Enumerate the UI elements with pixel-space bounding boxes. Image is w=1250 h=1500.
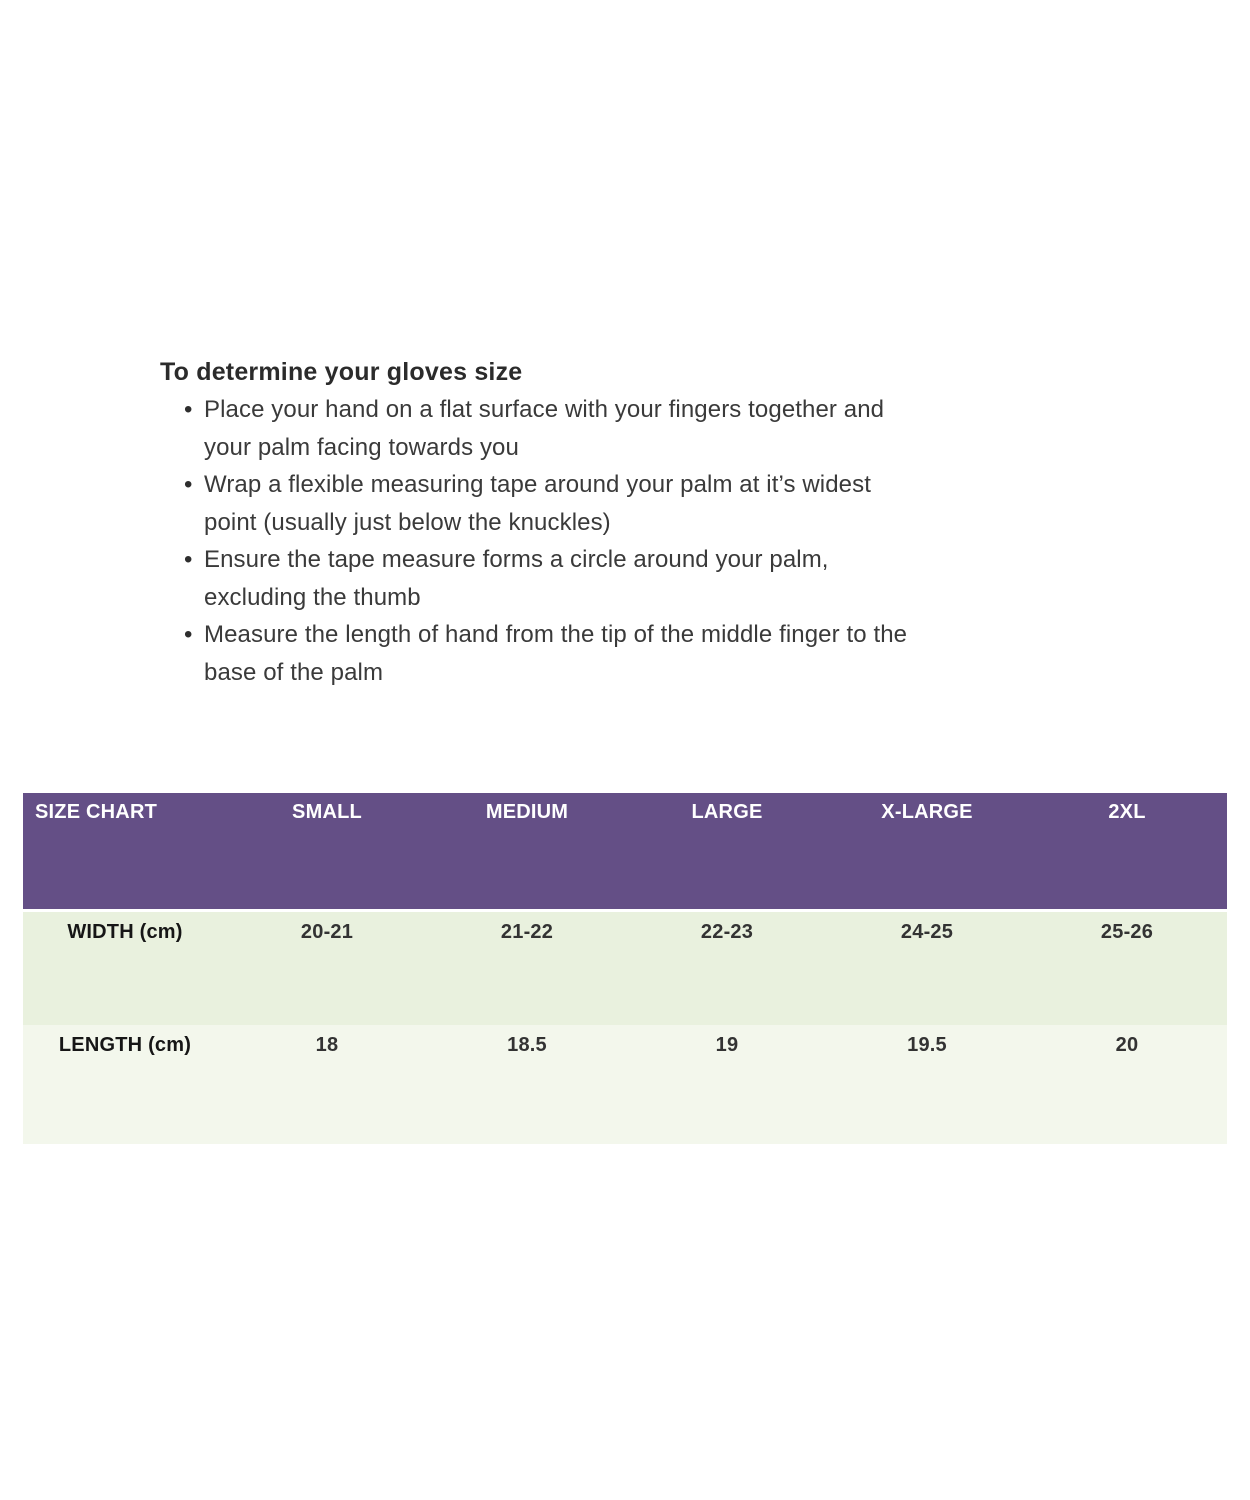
- instruction-item: [160, 466, 1080, 541]
- instruction-item: [160, 391, 1080, 466]
- sizing-instructions: [160, 353, 1080, 691]
- row-label-width: WIDTH (cm): [67, 921, 183, 943]
- header-cell-large: LARGE: [691, 801, 763, 823]
- header-cell-x-large: X-LARGE: [881, 801, 973, 823]
- row-label-length: LENGTH (cm): [58, 1034, 192, 1056]
- width-value-large: 22-23: [700, 921, 754, 943]
- length-value-2xl: 20: [1115, 1034, 1139, 1056]
- table-row-width: [23, 912, 1227, 1025]
- header-cell-2xl: 2XL: [1108, 801, 1146, 823]
- instruction-line: Place your hand on a flat surface with your fingers together and: [204, 396, 885, 423]
- width-value-2xl: 25-26: [1100, 921, 1154, 943]
- bullet-icon: •: [184, 546, 193, 573]
- instruction-line: base of the palm: [204, 658, 384, 686]
- instructions-title: To determine your gloves size: [160, 358, 523, 386]
- instruction-item: [160, 541, 1080, 616]
- header-cell-small: SMALL: [292, 801, 362, 823]
- bullet-icon: •: [184, 471, 193, 498]
- length-value-x-large: 19.5: [907, 1034, 947, 1056]
- bullet-icon: •: [184, 621, 193, 648]
- width-value-medium: 21-22: [500, 921, 554, 943]
- header-cell-size-chart: SIZE CHART: [35, 801, 157, 823]
- instruction-line: excluding the thumb: [204, 583, 421, 611]
- instruction-line: Measure the length of hand from the tip of the middle finger to the: [204, 621, 908, 648]
- length-value-medium: 18.5: [507, 1034, 547, 1056]
- width-value-small: 20-21: [300, 921, 354, 943]
- bullet-icon: •: [184, 396, 193, 423]
- size-chart-header-row: [23, 793, 1227, 909]
- table-row-length: [23, 1025, 1227, 1144]
- instruction-line: your palm facing towards you: [204, 433, 519, 461]
- instruction-line: point (usually just below the knuckles): [204, 508, 611, 536]
- length-value-small: 18: [315, 1034, 339, 1056]
- width-value-x-large: 24-25: [900, 921, 954, 943]
- instruction-line: Wrap a flexible measuring tape around your palm at it’s widest: [204, 471, 871, 498]
- instruction-line: Ensure the tape measure forms a circle around your palm,: [204, 546, 829, 573]
- length-value-large: 19: [715, 1034, 739, 1056]
- instruction-item: [160, 616, 1080, 691]
- instructions-list: [160, 391, 1080, 691]
- size-chart-table: [23, 793, 1227, 1144]
- header-cell-medium: MEDIUM: [485, 801, 569, 823]
